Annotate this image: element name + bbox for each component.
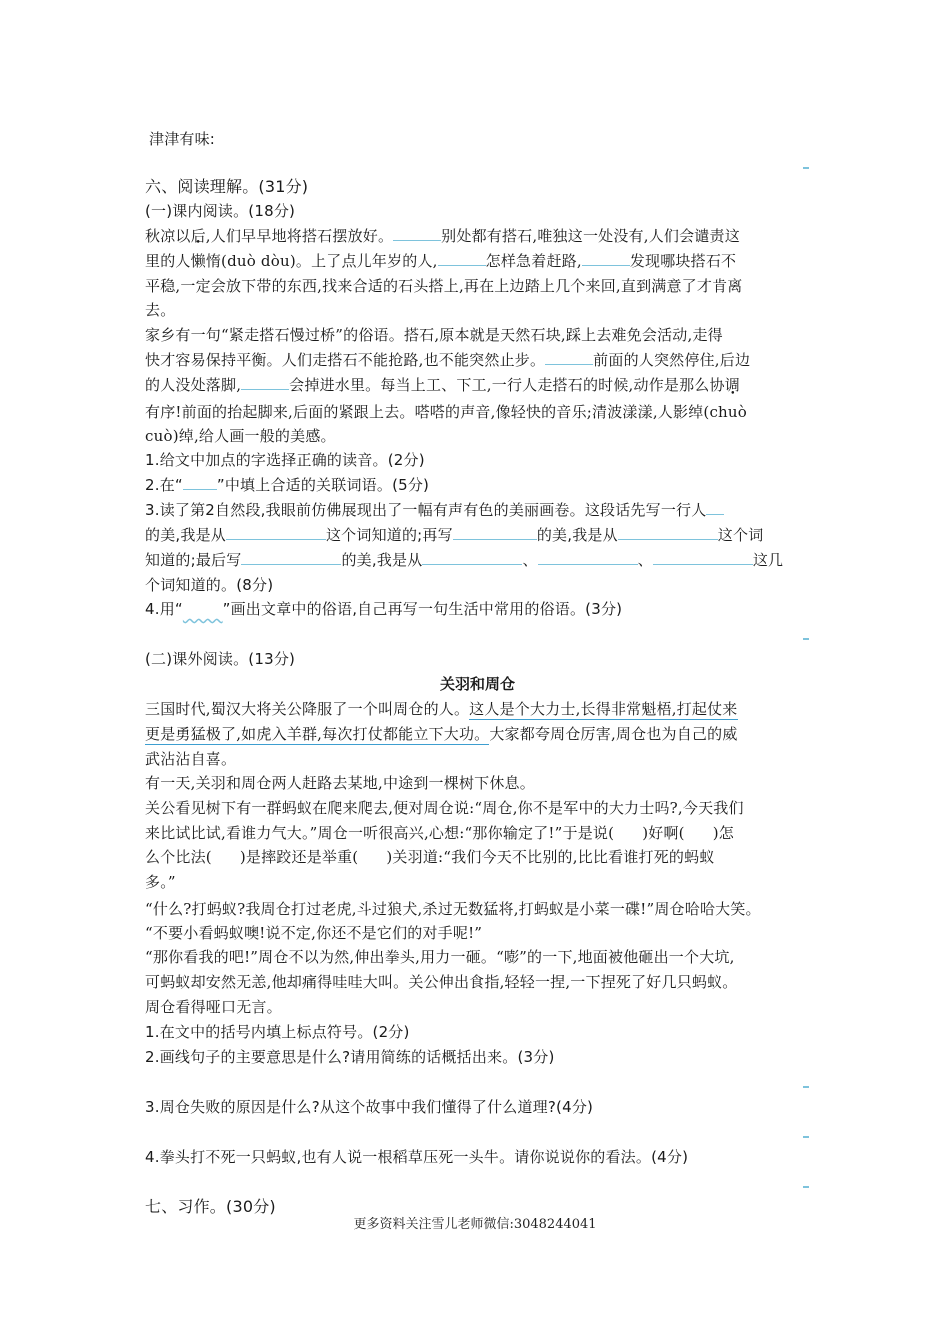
blank-input[interactable] <box>653 550 753 565</box>
passage1-line: cuò)绰,给人画一般的美感。 <box>145 427 336 445</box>
blank-input[interactable] <box>226 525 326 540</box>
question-3-line: 的美,我是从 这个词知道的;再写 的美,我是从 这个词 <box>145 526 764 544</box>
section-7-heading: 七、习作。(30分) <box>145 1197 276 1216</box>
blank-input[interactable] <box>582 251 630 266</box>
answer-line-marker <box>803 167 809 169</box>
story-line: 有一天,关羽和周仓两人赶路去某地,中途到一棵树下休息。 <box>145 774 535 792</box>
story-line: 三国时代,蜀汉大将关公降服了一个叫周仓的人。这人是个大力士,长得非常魁梧,打起仗来 <box>145 700 738 718</box>
story-line: 多。” <box>145 873 176 891</box>
question-3-line: 个词知道的。(8分) <box>145 576 274 594</box>
blank-input[interactable] <box>393 226 441 241</box>
underlined-sentence: 这人是个大力士,长得非常魁梧,打起仗来 <box>469 700 738 718</box>
wavy-line-sample <box>183 600 223 618</box>
question-2: 2.画线句子的主要意思是什么?请用简练的话概括出来。(3分) <box>145 1048 555 1066</box>
answer-line-marker <box>803 638 809 640</box>
passage1-line: 平稳,一定会放下带的东西,找来合适的石头搭上,再在上边踏上几个来回,直到满意了才肯离 <box>145 277 743 295</box>
passage1-line: 快才容易保持平衡。人们走搭石不能抢路,也不能突然止步。 前面的人突然停住,后边 <box>145 351 751 369</box>
blank-input[interactable] <box>706 500 724 515</box>
story-line: “不要小看蚂蚁噢!说不定,你还不是它们的对手呢!” <box>145 924 483 942</box>
blank-input[interactable] <box>241 375 289 390</box>
question-3-line: 知道的;最后写 的美,我是从 、 、 这几 <box>145 551 784 569</box>
question-3: 3.读了第2自然段,我眼前仿佛展现出了一幅有声有色的美丽画卷。这段话先写一行人 <box>145 499 810 521</box>
part-1-heading: (一)课内阅读。(18分) <box>145 202 296 220</box>
passage1-line: 有序!前面的抬起脚来,后面的紧跟上去。嗒嗒的声音,像轻快的音乐;清波漾漾,人影绰(ch• uò <box>145 401 810 423</box>
dotted-character: • u <box>728 401 738 423</box>
question-1: 1.在文中的括号内填上标点符号。(2分) <box>145 1023 410 1041</box>
underlined-sentence: 更是勇猛极了,如虎入羊群,每次打仗都能立下大功。 <box>145 725 490 743</box>
story-line: 周仓看得哑口无言。 <box>145 998 282 1016</box>
part-2-heading: (二)课外阅读。(13分) <box>145 650 296 668</box>
blank-input[interactable] <box>438 251 486 266</box>
section-6-heading: 六、阅读理解。(31分) <box>145 177 309 196</box>
story-line: “什么?打蚂蚁?我周仓打过老虎,斗过狼犬,杀过无数猛将,打蚂蚁是小菜一碟!”周仓哈哈大笑。 <box>145 900 761 918</box>
story-line: 武沾沾自喜。 <box>145 750 237 768</box>
blank-sample <box>183 475 217 490</box>
question-4: 4.拳头打不死一只蚂蚁,也有人说一根稻草压死一头牛。请你说说你的看法。(4分) <box>145 1148 689 1166</box>
blank-input[interactable] <box>618 525 718 540</box>
story-line: “那你看我的吧!”周仓不以为然,伸出拳头,用力一砸。“嘭”的一下,地面被他砸出一个大坑, <box>145 948 735 966</box>
passage1-line: 家乡有一句“紧走搭石慢过桥”的俗语。搭石,原本就是天然石块,踩上去难免会活动,走得 <box>145 326 723 344</box>
question-1: 1.给文中加点的字选择正确的读音。(2分) <box>145 451 425 469</box>
answer-line-label: 津津有味: <box>149 130 216 148</box>
passage1-line: 的人没处落脚, 会掉进水里。每当上工、下工,一行人走搭石的时候,动作是那么协调 <box>145 376 740 394</box>
passage1-line: 里的人懒惰(duò dòu)。上了点儿年岁的人, 怎样急着赶路, 发现哪块搭石不 <box>145 252 737 270</box>
passage1-line: 去。 <box>145 301 176 319</box>
blank-input[interactable] <box>241 550 341 565</box>
story-title: 关羽和周仓 <box>439 675 515 693</box>
story-line: 么个比法( )是摔跤还是举重( )关羽道:“我们今天不比别的,比比看谁打死的蚂蚁 <box>145 848 715 866</box>
blank-input[interactable] <box>538 550 638 565</box>
blank-input[interactable] <box>453 525 537 540</box>
dotted-character: 懒 <box>190 252 206 270</box>
blank-input[interactable] <box>422 550 522 565</box>
story-line: 可蚂蚁却安然无恙,他却痛得哇哇大叫。关公伸出食指,轻轻一捏,一下捏死了好几只蚂蚁。 <box>145 973 738 991</box>
question-4: 4.用“ ”画出文章中的俗语,自己再写一句生活中常用的俗语。(3分) <box>145 600 623 618</box>
question-2: 2.在“ ”中填上合适的关联词语。(5分) <box>145 476 430 494</box>
answer-line-marker <box>803 1086 809 1088</box>
answer-line-marker <box>803 1136 809 1138</box>
footer-note: 更多资料关注雪儿老师微信:3048244041 <box>353 1217 597 1232</box>
blank-input[interactable] <box>545 350 593 365</box>
answer-line-marker <box>803 1186 809 1188</box>
story-line: 来比试比试,看谁力气大。”周仓一听很高兴,心想:“那你输定了!”于是说( )好啊( )怎 <box>145 824 734 842</box>
story-line: 关公看见树下有一群蚂蚁在爬来爬去,便对周仓说:“周仓,你不是军中的大力士吗?,今天我们 <box>145 799 744 817</box>
passage1-line: 秋凉以后,人们早早地将搭石摆放好。 别处都有搭石,唯独这一处没有,人们会谴责这 <box>145 227 740 245</box>
question-3: 3.周仓失败的原因是什么?从这个故事中我们懂得了什么道理?(4分) <box>145 1098 594 1116</box>
story-line: 更是勇猛极了,如虎入羊群,每次打仗都能立下大功。大家都夸周仓厉害,周仓也为自己的威 <box>145 725 738 743</box>
